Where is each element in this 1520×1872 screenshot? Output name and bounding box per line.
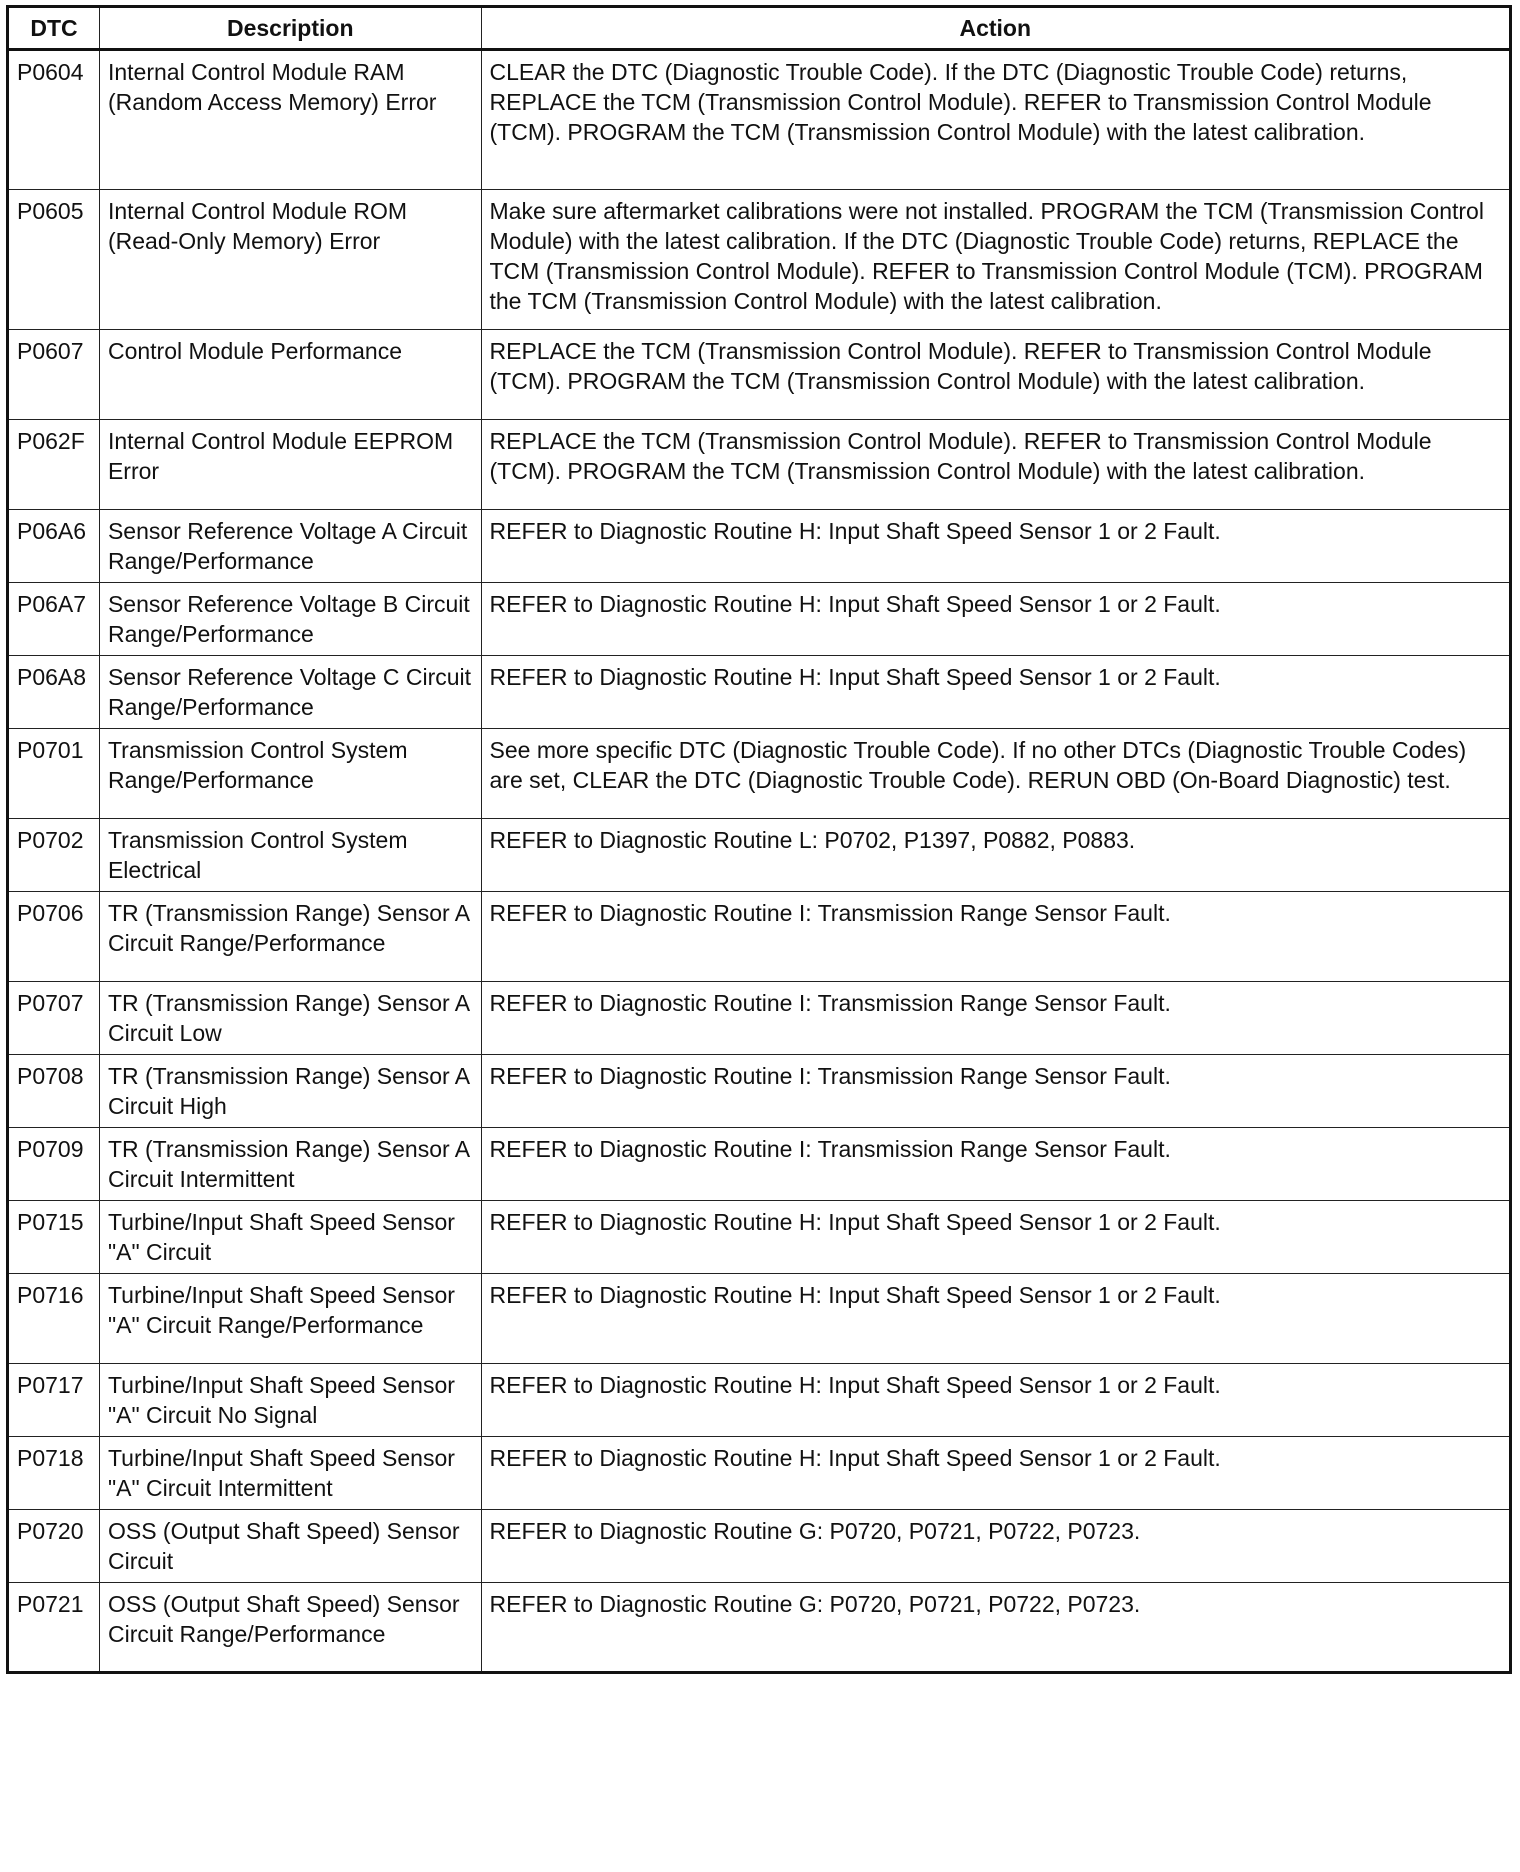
cell-description: Sensor Reference Voltage A Circuit Range/Performance xyxy=(99,510,481,583)
table-row xyxy=(8,583,1511,656)
table-row xyxy=(8,982,1511,1055)
cell-action: REFER to Diagnostic Routine I: Transmission Range Sensor Fault. xyxy=(481,1128,1511,1201)
table-row xyxy=(8,729,1511,819)
cell-description: Internal Control Module EEPROM Error xyxy=(99,420,481,510)
cell-dtc: P062F xyxy=(8,420,100,510)
cell-action: REPLACE the TCM (Transmission Control Module). REFER to Transmission Control Module (TCM). PROGRAM the TCM (Transmission Control Module) with the latest calibration. xyxy=(481,330,1511,420)
table-row xyxy=(8,50,1511,190)
cell-dtc: P06A8 xyxy=(8,656,100,729)
header-dtc: DTC xyxy=(8,7,100,50)
cell-action: REFER to Diagnostic Routine H: Input Shaft Speed Sensor 1 or 2 Fault. xyxy=(481,583,1511,656)
cell-description: TR (Transmission Range) Sensor A Circuit High xyxy=(99,1055,481,1128)
cell-dtc: P0720 xyxy=(8,1510,100,1583)
header-row xyxy=(8,7,1511,50)
cell-description: Control Module Performance xyxy=(99,330,481,420)
cell-action: REFER to Diagnostic Routine I: Transmission Range Sensor Fault. xyxy=(481,1055,1511,1128)
cell-dtc: P0701 xyxy=(8,729,100,819)
cell-dtc: P0706 xyxy=(8,892,100,982)
cell-description: Internal Control Module ROM (Read-Only Memory) Error xyxy=(99,190,481,330)
table-row xyxy=(8,819,1511,892)
cell-action: See more specific DTC (Diagnostic Trouble Code). If no other DTCs (Diagnostic Trouble Codes) are set, CLEAR the DTC (Diagnostic Trouble Code). RERUN OBD (On-Board Diagnostic) test. xyxy=(481,729,1511,819)
cell-action: CLEAR the DTC (Diagnostic Trouble Code). If the DTC (Diagnostic Trouble Code) returns, REPLACE the TCM (Transmission Control Module). REFER to Transmission Control Module (TCM). PROGRAM the TCM (Transmission Control Module) with the latest calibration. xyxy=(481,50,1511,190)
cell-action: REFER to Diagnostic Routine G: P0720, P0721, P0722, P0723. xyxy=(481,1510,1511,1583)
table-row xyxy=(8,330,1511,420)
cell-dtc: P0717 xyxy=(8,1364,100,1437)
cell-dtc: P06A7 xyxy=(8,583,100,656)
table-row xyxy=(8,656,1511,729)
cell-action: REPLACE the TCM (Transmission Control Module). REFER to Transmission Control Module (TCM). PROGRAM the TCM (Transmission Control Module) with the latest calibration. xyxy=(481,420,1511,510)
cell-action: REFER to Diagnostic Routine H: Input Shaft Speed Sensor 1 or 2 Fault. xyxy=(481,1201,1511,1274)
table-header xyxy=(8,7,1511,50)
table-row xyxy=(8,1055,1511,1128)
cell-action: REFER to Diagnostic Routine H: Input Shaft Speed Sensor 1 or 2 Fault. xyxy=(481,510,1511,583)
dtc-table xyxy=(6,5,1512,1674)
cell-dtc: P0708 xyxy=(8,1055,100,1128)
cell-description: Turbine/Input Shaft Speed Sensor "A" Circuit No Signal xyxy=(99,1364,481,1437)
cell-description: Sensor Reference Voltage B Circuit Range/Performance xyxy=(99,583,481,656)
cell-description: Turbine/Input Shaft Speed Sensor "A" Circuit xyxy=(99,1201,481,1274)
cell-action: REFER to Diagnostic Routine H: Input Shaft Speed Sensor 1 or 2 Fault. xyxy=(481,1274,1511,1364)
cell-description: TR (Transmission Range) Sensor A Circuit Low xyxy=(99,982,481,1055)
cell-dtc: P0709 xyxy=(8,1128,100,1201)
cell-description: Transmission Control System Range/Performance xyxy=(99,729,481,819)
cell-description: Transmission Control System Electrical xyxy=(99,819,481,892)
cell-action: REFER to Diagnostic Routine H: Input Shaft Speed Sensor 1 or 2 Fault. xyxy=(481,656,1511,729)
table-row xyxy=(8,1510,1511,1583)
cell-description: TR (Transmission Range) Sensor A Circuit Range/Performance xyxy=(99,892,481,982)
table-row xyxy=(8,1364,1511,1437)
cell-dtc: P0716 xyxy=(8,1274,100,1364)
cell-description: OSS (Output Shaft Speed) Sensor Circuit Range/Performance xyxy=(99,1583,481,1673)
cell-description: Internal Control Module RAM (Random Access Memory) Error xyxy=(99,50,481,190)
cell-action: REFER to Diagnostic Routine H: Input Shaft Speed Sensor 1 or 2 Fault. xyxy=(481,1437,1511,1510)
cell-description: Sensor Reference Voltage C Circuit Range/Performance xyxy=(99,656,481,729)
table-row xyxy=(8,1583,1511,1673)
table-row xyxy=(8,1128,1511,1201)
cell-dtc: P0605 xyxy=(8,190,100,330)
cell-action: Make sure aftermarket calibrations were not installed. PROGRAM the TCM (Transmission Control Module) with the latest calibration. If the DTC (Diagnostic Trouble Code) returns, REPLACE the TCM (Transmission Control Module). REFER to Transmission Control Module (TCM). PROGRAM the TCM (Transmission Control Module) with the latest calibration. xyxy=(481,190,1511,330)
table-row xyxy=(8,1274,1511,1364)
cell-action: REFER to Diagnostic Routine L: P0702, P1397, P0882, P0883. xyxy=(481,819,1511,892)
table-row xyxy=(8,1437,1511,1510)
cell-dtc: P0721 xyxy=(8,1583,100,1673)
table-row xyxy=(8,1201,1511,1274)
cell-action: REFER to Diagnostic Routine I: Transmission Range Sensor Fault. xyxy=(481,892,1511,982)
table-row xyxy=(8,892,1511,982)
cell-dtc: P0607 xyxy=(8,330,100,420)
cell-action: REFER to Diagnostic Routine G: P0720, P0721, P0722, P0723. xyxy=(481,1583,1511,1673)
cell-action: REFER to Diagnostic Routine H: Input Shaft Speed Sensor 1 or 2 Fault. xyxy=(481,1364,1511,1437)
table-row xyxy=(8,420,1511,510)
cell-description: OSS (Output Shaft Speed) Sensor Circuit xyxy=(99,1510,481,1583)
cell-dtc: P0604 xyxy=(8,50,100,190)
table-row xyxy=(8,510,1511,583)
header-action: Action xyxy=(481,7,1511,50)
cell-dtc: P0702 xyxy=(8,819,100,892)
cell-dtc: P06A6 xyxy=(8,510,100,583)
table-body xyxy=(8,50,1511,1673)
cell-description: Turbine/Input Shaft Speed Sensor "A" Circuit Range/Performance xyxy=(99,1274,481,1364)
cell-action: REFER to Diagnostic Routine I: Transmission Range Sensor Fault. xyxy=(481,982,1511,1055)
cell-dtc: P0715 xyxy=(8,1201,100,1274)
header-description: Description xyxy=(99,7,481,50)
table-row xyxy=(8,190,1511,330)
cell-dtc: P0718 xyxy=(8,1437,100,1510)
cell-description: TR (Transmission Range) Sensor A Circuit Intermittent xyxy=(99,1128,481,1201)
cell-dtc: P0707 xyxy=(8,982,100,1055)
cell-description: Turbine/Input Shaft Speed Sensor "A" Circuit Intermittent xyxy=(99,1437,481,1510)
